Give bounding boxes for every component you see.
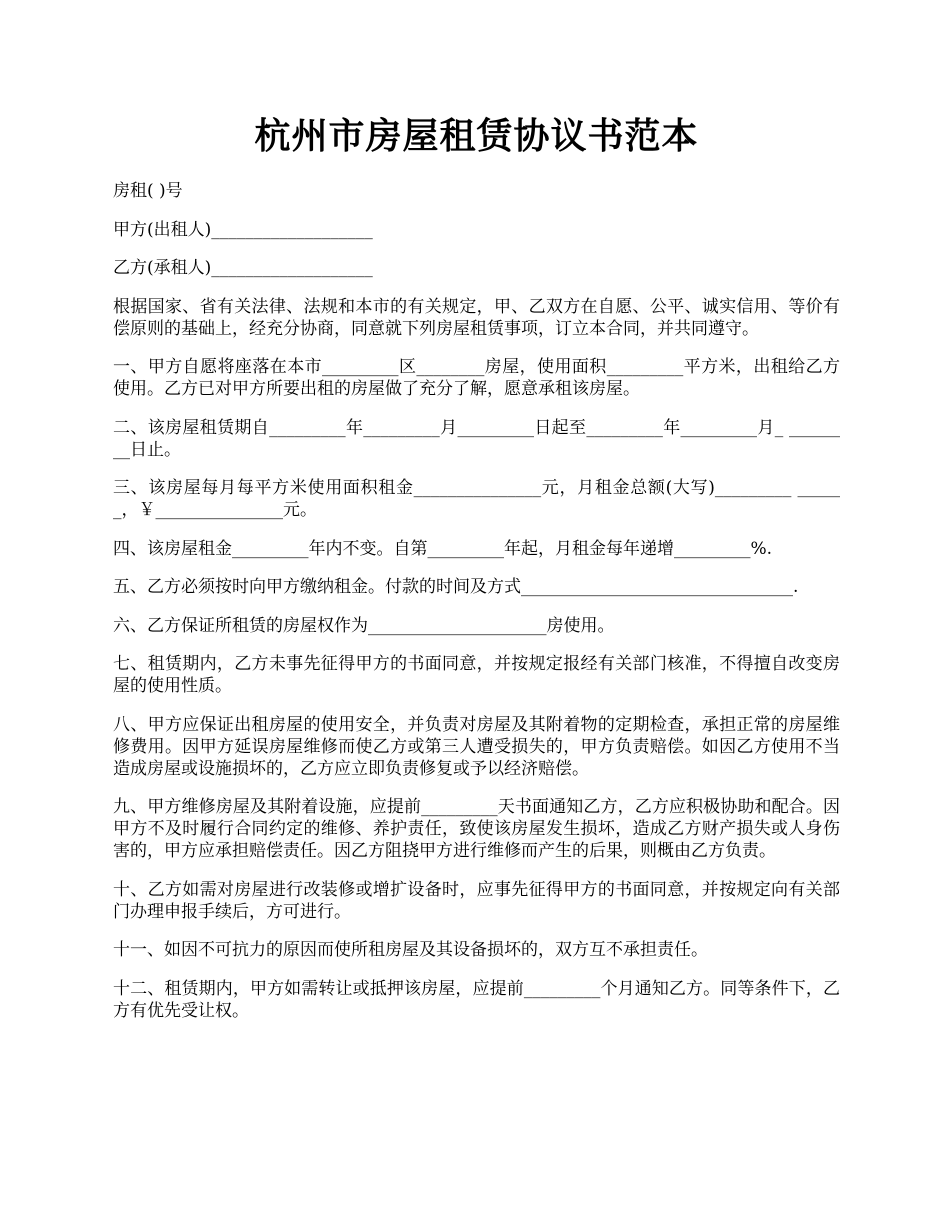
party-a-line: 甲方(出租人)___________________ [113,219,373,240]
document-title: 杭州市房屋租赁协议书范本 [254,115,699,157]
contract-number: 房租( )号 [113,181,183,201]
document-body [113,180,840,1038]
clause-2: 二、该房屋租赁期自_________年_________月_________日起至_________年_________月_ ________日止。 [113,417,840,460]
clause-11: 十一、如因不可抗力的原因而使所租房屋及其设备损坏的，双方互不承担责任。 [113,940,708,960]
clause-4: 四、该房屋租金_________年内不变。自第_________年起，月租金每年递增_________%. [113,538,773,559]
clause-7: 七、租赁期内，乙方未事先征得甲方的书面同意，并按规定报经有关部门核准，不得擅自改变房屋的使用性质。 [113,654,840,696]
clause-9: 九、甲方维修房屋及其附着设施，应提前_________天书面通知乙方，乙方应积极协助和配合。因甲方不及时履行合同约定的维修、养护责任，致使该房屋发生损坏，造成乙方财产损失或人身伤害的，甲方应承担赔偿责任。因乙方阻挠甲方进行维修而产生的后果，则概由乙方负责。 [113,797,840,861]
clause-8: 八、甲方应保证出租房屋的使用安全，并负责对房屋及其附着物的定期检查，承担正常的房屋维修费用。因甲方延误房屋维修而使乙方或第三人遭受损失的，甲方负责赔偿。如因乙方使用不当造成房屋或设施损坏的，乙方应立即负责修复或予以经济赔偿。 [113,714,840,779]
clause-5: 五、乙方必须按时向甲方缴纳租金。付款的时间及方式________________________________. [113,577,799,597]
party-b-line: 乙方(承租人)___________________ [113,258,373,278]
clause-3: 三、该房屋每月每平方米使用面积租金_______________元，月租金总额(大写)_________ ______，￥_______________元。 [113,478,840,520]
clause-10: 十、乙方如需对房屋进行改装修或增扩设备时，应事先征得甲方的书面同意，并按规定向有关部门办理申报手续后，方可进行。 [113,879,840,922]
clause-1: 一、甲方自愿将座落在本市_________区________房屋，使用面积_________平方米，出租给乙方使用。乙方已对甲方所要出租的房屋做了充分了解，愿意承租该房屋。 [113,357,840,399]
clause-6: 六、乙方保证所租赁的房屋权作为_____________________房使用。 [113,615,615,636]
clause-12: 十二、租赁期内，甲方如需转让或抵押该房屋，应提前_________个月通知乙方。同等条件下，乙方有优先受让权。 [113,978,840,1021]
preamble-paragraph: 根据国家、省有关法律、法规和本市的有关规定，甲、乙双方在自愿、公平、诚实信用、等价有偿原则的基础上，经充分协商，同意就下列房屋租赁事项，订立本合同，并共同遵守。 [113,296,840,339]
